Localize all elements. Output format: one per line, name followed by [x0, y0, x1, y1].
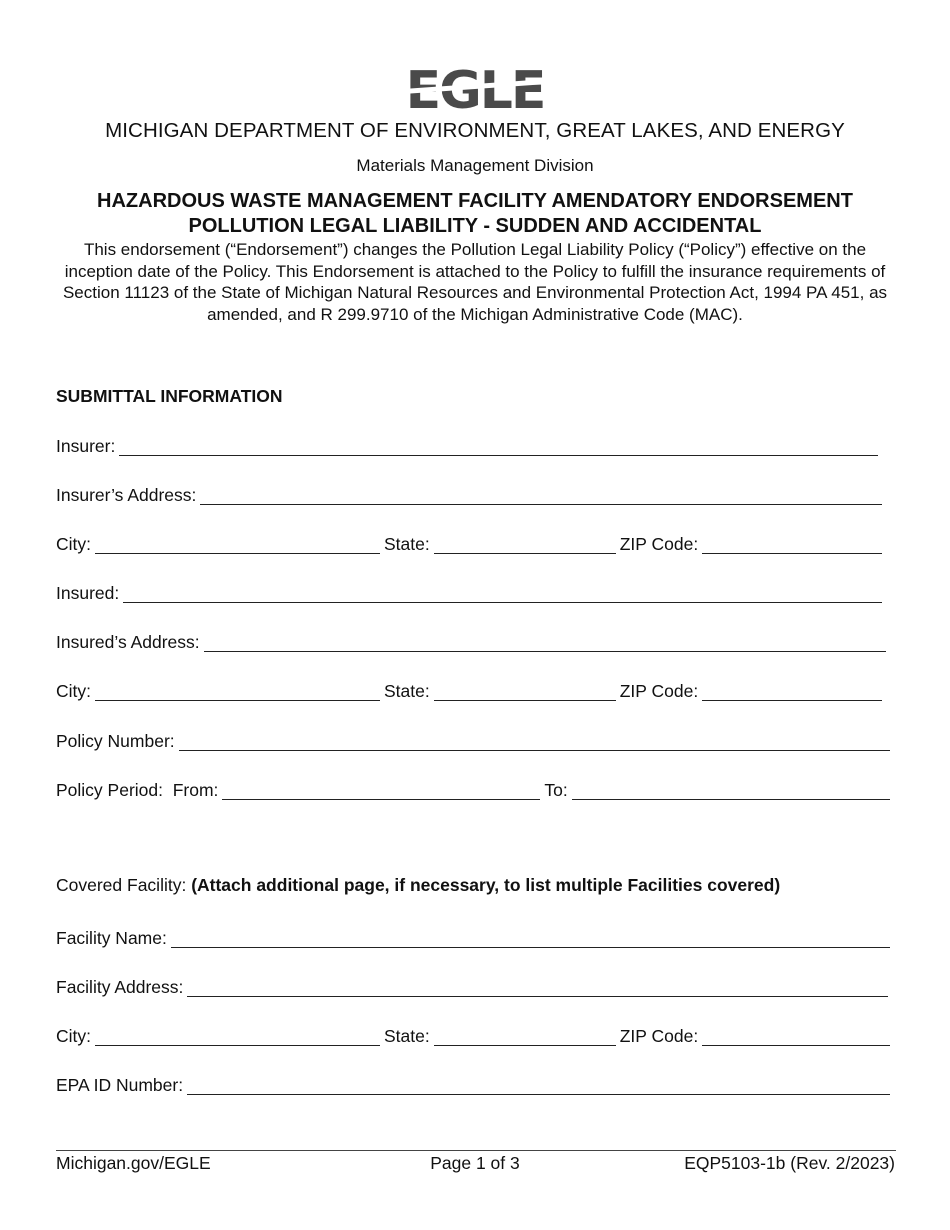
insurer-label: Insurer:	[56, 436, 116, 456]
insured-city-row	[56, 677, 886, 701]
epa-id-field[interactable]	[187, 1074, 890, 1095]
facility-address-row	[56, 973, 892, 997]
insured-address-label: Insured’s Address:	[56, 632, 200, 652]
covered-facility-label: Covered Facility:	[56, 875, 192, 895]
facility-city-field[interactable]	[95, 1025, 380, 1046]
insured-zip-field[interactable]	[702, 680, 882, 701]
covered-facility-note	[56, 875, 780, 896]
state-label: State:	[384, 1026, 430, 1046]
city-label: City:	[56, 534, 91, 554]
form-title-line-2: POLLUTION LEGAL LIABILITY - SUDDEN AND ACCIDENTAL	[188, 215, 762, 237]
facility-state-field[interactable]	[434, 1025, 616, 1046]
insured-label: Insured:	[56, 583, 120, 603]
city-label: City:	[56, 1026, 91, 1046]
covered-facility-instruction: (Attach additional page, if necessary, to list multiple Facilities covered)	[191, 875, 781, 895]
footer-form-id: EQP5103-1b (Rev. 2/2023)	[684, 1153, 895, 1173]
zip-label: ZIP Code:	[619, 1026, 699, 1046]
submittal-heading: SUBMITTAL INFORMATION	[56, 386, 283, 406]
insurer-address-label: Insurer’s Address:	[56, 485, 197, 505]
insured-state-field[interactable]	[434, 680, 616, 701]
facility-zip-field[interactable]	[702, 1025, 890, 1046]
form-title-line-1: HAZARDOUS WASTE MANAGEMENT FACILITY AMENDATORY ENDORSEMENT	[97, 190, 853, 212]
insured-city-field[interactable]	[95, 680, 380, 701]
footer-divider	[56, 1150, 896, 1151]
state-label: State:	[384, 681, 430, 701]
department-name: MICHIGAN DEPARTMENT OF ENVIRONMENT, GREAT LAKES, AND ENERGY	[105, 119, 845, 142]
policy-period-from-field[interactable]	[222, 779, 540, 800]
policy-period-to-field[interactable]	[572, 779, 890, 800]
zip-label: ZIP Code:	[619, 681, 699, 701]
city-label: City:	[56, 681, 91, 701]
epa-id-row	[56, 1071, 894, 1095]
form-title	[0, 189, 950, 239]
insured-row	[56, 579, 886, 603]
facility-city-row	[56, 1022, 894, 1046]
insurer-field[interactable]	[119, 435, 878, 456]
policy-number-field[interactable]	[179, 730, 890, 751]
facility-address-label: Facility Address:	[56, 977, 184, 997]
policy-period-from-label: Policy Period: From:	[56, 780, 219, 800]
intro-paragraph: This endorsement (“Endorsement”) changes the Pollution Legal Liability Policy (“Policy”) effective on the inception date of the Policy. This Endorsement is attached to the Policy to fulfill the insurance requirements of Section 11123 of the State of Michigan Natural Resources and Environmental Protection Act, 1994 PA 451, as amended, and R 299.9710 of the Michigan Administrative Code (MAC).	[62, 240, 888, 324]
insurer-address-row	[56, 481, 886, 505]
insurer-city-row	[56, 530, 886, 554]
zip-label: ZIP Code:	[619, 534, 699, 554]
insurer-zip-field[interactable]	[702, 533, 882, 554]
egle-logo	[403, 64, 547, 110]
insurer-address-field[interactable]	[200, 484, 882, 505]
state-label: State:	[384, 534, 430, 554]
policy-number-label: Policy Number:	[56, 731, 175, 751]
insured-address-field[interactable]	[204, 631, 886, 652]
insurer-row	[56, 432, 882, 456]
policy-period-to-label: To:	[544, 780, 568, 800]
facility-name-field[interactable]	[171, 927, 890, 948]
insurer-city-field[interactable]	[95, 533, 380, 554]
footer-website: Michigan.gov/EGLE	[56, 1153, 211, 1173]
policy-period-row	[56, 776, 894, 800]
facility-name-label: Facility Name:	[56, 928, 167, 948]
insurer-state-field[interactable]	[434, 533, 616, 554]
policy-number-row	[56, 727, 894, 751]
facility-name-row	[56, 924, 894, 948]
facility-address-field[interactable]	[187, 976, 888, 997]
insured-address-row	[56, 628, 890, 652]
epa-id-label: EPA ID Number:	[56, 1075, 184, 1095]
insured-field[interactable]	[123, 582, 882, 603]
footer-page-number: Page 1 of 3	[430, 1153, 520, 1173]
division-name: Materials Management Division	[356, 156, 594, 175]
